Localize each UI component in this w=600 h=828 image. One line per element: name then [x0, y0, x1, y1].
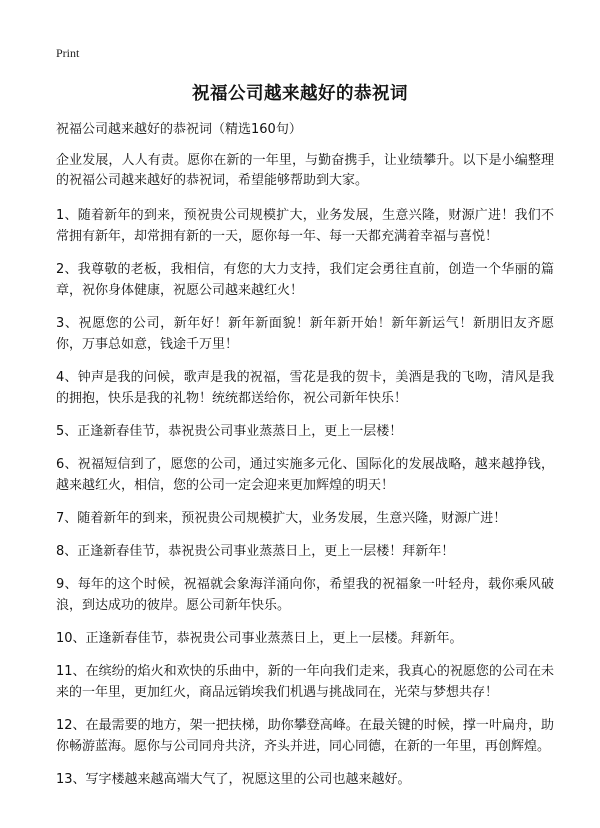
greeting-item-13: 13、写字楼越来越高端大气了，祝愿这里的公司也越来越好。	[56, 772, 411, 787]
document-subtitle: 祝福公司越来越好的恭祝词（精选160句）	[56, 122, 302, 137]
greeting-item-4: 4、钟声是我的问候，歌声是我的祝福，雪花是我的贺卡，美酒是我的飞吻，清风是我的拥抱，快乐是我的礼物！统统都送给你，祝公司新年快乐！	[56, 370, 554, 406]
greeting-item-7: 7、随着新年的到来，预祝贵公司规模扩大，业务发展，生意兴隆，财源广进！	[56, 511, 507, 526]
greeting-item-1: 1、随着新年的到来，预祝贵公司规模扩大，业务发展，生意兴隆，财源广进！我们不常拥有新年，却常拥有新的一天，愿你每一年、每一天都充满着幸福与喜悦！	[56, 208, 554, 244]
greeting-item-2: 2、我尊敬的老板，我相信，有您的大力支持，我们定会勇往直前，创造一个华丽的篇章，祝你身体健康，祝愿公司越来越红火！	[56, 262, 554, 298]
greeting-item-3: 3、祝愿您的公司，新年好！新年新面貌！新年新开始！新年新运气！新朋旧友齐愿你，万事总如意，钱途千万里！	[56, 316, 554, 352]
greeting-item-8: 8、正逢新春佳节，恭祝贵公司事业蒸蒸日上，更上一层楼！拜新年！	[56, 544, 455, 559]
page-title: 祝福公司越来越好的恭祝词	[192, 84, 408, 104]
greeting-item-6: 6、祝福短信到了，愿您的公司，通过实施多元化、国际化的发展战略，越来越挣钱，越来越红火，相信，您的公司一定会迎来更加辉煌的明天！	[56, 457, 554, 493]
greeting-item-11: 11、在缤纷的焰火和欢快的乐曲中，新的一年向我们走来，我真心的祝愿您的公司在未来的一年里，更加红火，商品远销埃我们机遇与挑战同在，光荣与梦想共存！	[56, 664, 554, 700]
document-body	[56, 121, 554, 802]
print-label: Print	[56, 46, 80, 60]
intro-paragraph: 企业发展，人人有责。愿你在新的一年里，与勤奋携手，让业绩攀升。以下是小编整理的祝福公司越来越好的恭祝词，希望能够帮助到大家。	[56, 153, 554, 188]
greeting-item-10: 10、正逢新春佳节，恭祝贵公司事业蒸蒸日上，更上一层楼。拜新年。	[56, 631, 463, 646]
greeting-item-9: 9、每年的这个时候，祝福就会象海洋涌向你，希望我的祝福象一叶轻舟，载你乘风破浪，到达成功的彼岸。愿公司新年快乐。	[56, 577, 554, 613]
greeting-item-5: 5、正逢新春佳节，恭祝贵公司事业蒸蒸日上，更上一层楼！	[56, 424, 403, 439]
greeting-item-12: 12、在最需要的地方，架一把扶梯，助你攀登高峰。在最关键的时候，撑一叶扁舟，助你畅游蓝海。愿你与公司同舟共济，齐头并进，同心同德，在新的一年里，再创辉煌。	[56, 718, 554, 754]
